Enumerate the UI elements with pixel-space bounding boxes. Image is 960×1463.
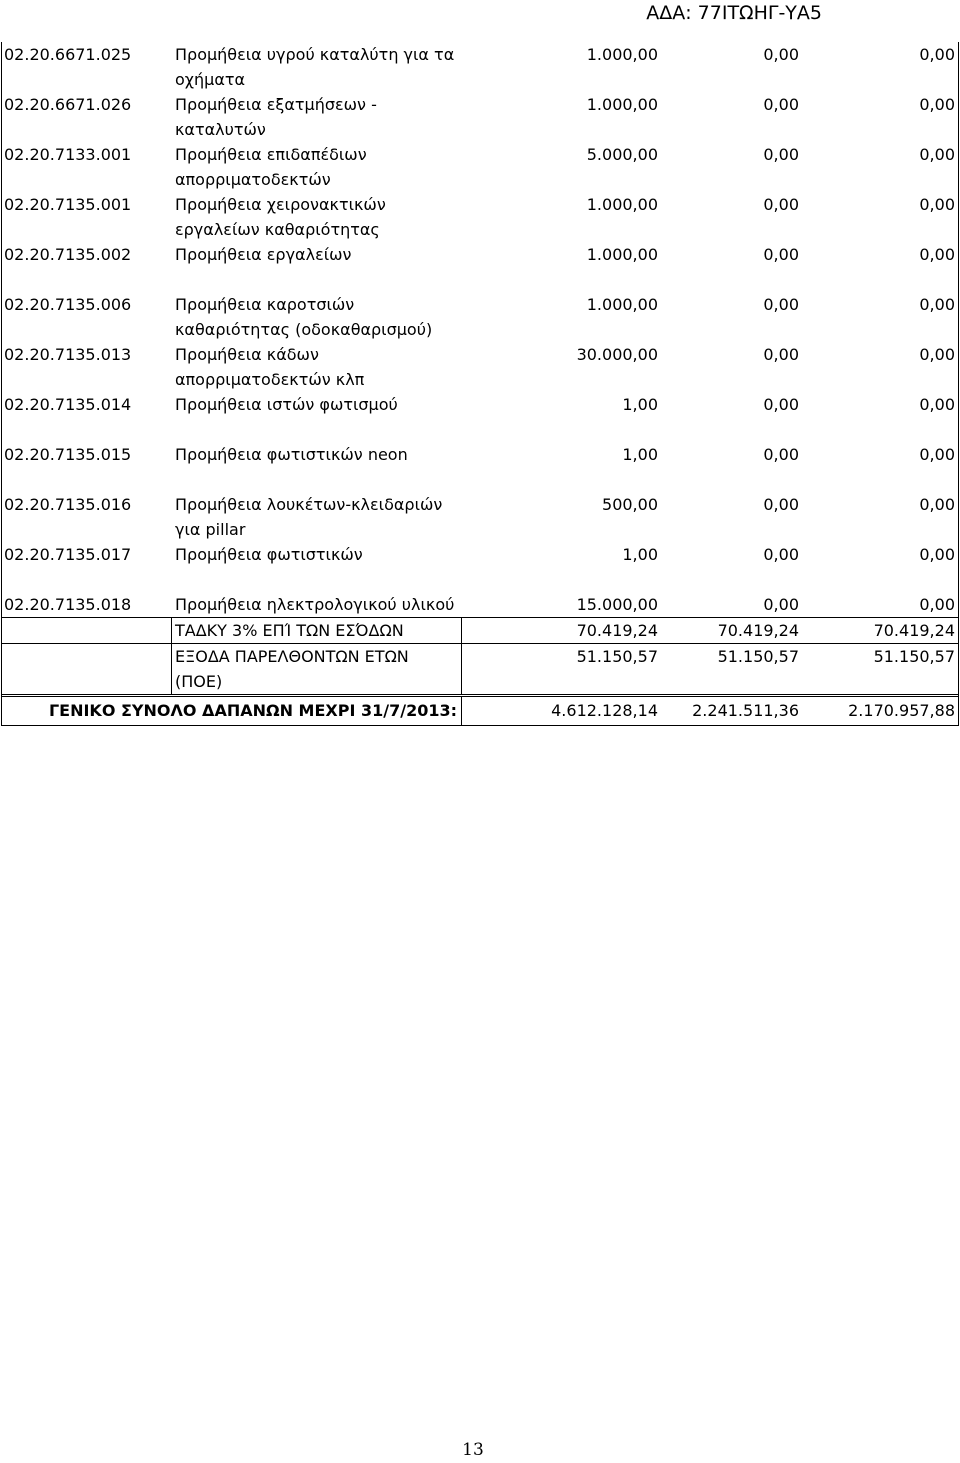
row-description: Προμήθεια κάδων απορριματοδεκτών κλπ [175, 345, 365, 389]
row-description: Προμήθεια φωτιστικών [175, 545, 363, 564]
row-description: Προμήθεια ιστών φωτισμού [175, 395, 398, 414]
page-number: 13 [462, 1440, 484, 1460]
table-row [2, 442, 958, 492]
row-value-1: 1.000,00 [586, 295, 658, 314]
row-value-1: 1.000,00 [586, 45, 658, 64]
row-description: ΕΞΟΔΑ ΠΑΡΕΛΘΟΝΤΩΝ ΕΤΩΝ (ΠΟΕ) [171, 644, 462, 694]
row-value-3: 70.419,24 [873, 621, 955, 640]
table-row [2, 242, 958, 292]
table-row [2, 617, 958, 643]
grand-total-value-1: 4.612.128,14 [551, 701, 658, 720]
row-description: Προμήθεια χειρονακτικών εργαλείων καθαριότητας [175, 195, 386, 239]
row-value-3: 0,00 [919, 445, 955, 464]
table-row [2, 42, 958, 92]
row-description: Προμήθεια καροτσιών καθαριότητας (οδοκαθαρισμού) [175, 295, 433, 339]
row-code: 02.20.7133.001 [4, 145, 132, 164]
row-description: Προμήθεια εργαλείων [175, 245, 352, 264]
row-value-1: 1.000,00 [586, 245, 658, 264]
row-value-3: 0,00 [919, 495, 955, 514]
row-value-2: 0,00 [763, 445, 799, 464]
row-value-3: 0,00 [919, 245, 955, 264]
row-value-1: 70.419,24 [576, 621, 658, 640]
row-code: 02.20.7135.006 [4, 295, 132, 314]
ada-code: ΑΔΑ: 77ΙΤΩΗΓ-ΥΑ5 [646, 2, 822, 24]
row-code [2, 618, 171, 643]
grand-total-row [2, 694, 958, 726]
row-value-2: 0,00 [763, 495, 799, 514]
row-description: Προμήθεια φωτιστικών neon [175, 445, 408, 464]
row-value-1: 1,00 [622, 545, 658, 564]
row-description: ΤΑΔΚΥ 3% ΕΠΊ ΤΩΝ ΕΣΌΔΩΝ [171, 618, 462, 643]
row-value-2: 0,00 [763, 295, 799, 314]
row-code: 02.20.7135.002 [4, 245, 132, 264]
row-value-3: 0,00 [919, 345, 955, 364]
row-value-1: 15.000,00 [576, 595, 658, 614]
row-value-2: 0,00 [763, 245, 799, 264]
row-value-3: 0,00 [919, 395, 955, 414]
row-value-1: 30.000,00 [576, 345, 658, 364]
row-value-1: 1,00 [622, 445, 658, 464]
row-code: 02.20.7135.018 [4, 595, 132, 614]
row-value-2: 70.419,24 [717, 621, 799, 640]
row-value-2: 0,00 [763, 45, 799, 64]
row-value-1: 1.000,00 [586, 95, 658, 114]
row-value-2: 0,00 [763, 95, 799, 114]
table-row [2, 643, 958, 694]
row-code: 02.20.7135.001 [4, 195, 132, 214]
table-row [2, 392, 958, 442]
table-row [2, 142, 958, 192]
grand-total-value-3: 2.170.957,88 [848, 701, 955, 720]
row-value-2: 0,00 [763, 545, 799, 564]
row-value-3: 0,00 [919, 595, 955, 614]
table-row [2, 492, 958, 542]
row-value-2: 0,00 [763, 195, 799, 214]
row-code: 02.20.7135.013 [4, 345, 132, 364]
row-value-3: 0,00 [919, 195, 955, 214]
table-row [2, 592, 958, 617]
row-description: Προμήθεια ηλεκτρολογικού υλικού [175, 595, 455, 614]
row-value-3: 0,00 [919, 545, 955, 564]
table-row [2, 292, 958, 342]
row-code: 02.20.7135.014 [4, 395, 132, 414]
row-description: Προμήθεια εξατμήσεων - καταλυτών [175, 95, 377, 139]
row-value-1: 1.000,00 [586, 195, 658, 214]
table-row [2, 542, 958, 592]
row-description: Προμήθεια επιδαπέδιων απορριματοδεκτών [175, 145, 367, 189]
row-value-2: 0,00 [763, 345, 799, 364]
budget-table [1, 42, 959, 726]
grand-total-label: ΓΕΝΙΚΟ ΣΥΝΟΛΟ ΔΑΠΑΝΩΝ ΜΕΧΡΙ 31/7/2013: [2, 697, 462, 725]
row-value-2: 0,00 [763, 145, 799, 164]
row-value-1: 51.150,57 [576, 647, 658, 666]
row-value-2: 0,00 [763, 595, 799, 614]
grand-total-value-2: 2.241.511,36 [692, 701, 799, 720]
row-value-2: 51.150,57 [717, 647, 799, 666]
row-value-1: 1,00 [622, 395, 658, 414]
table-row [2, 342, 958, 392]
row-code: 02.20.7135.015 [4, 445, 132, 464]
row-value-3: 0,00 [919, 295, 955, 314]
table-row [2, 92, 958, 142]
row-value-3: 0,00 [919, 95, 955, 114]
row-value-3: 0,00 [919, 45, 955, 64]
row-code: 02.20.7135.016 [4, 495, 132, 514]
row-code: 02.20.6671.026 [4, 95, 132, 114]
row-description: Προμήθεια υγρού καταλύτη για τα οχήματα [175, 45, 455, 89]
row-value-1: 500,00 [602, 495, 658, 514]
table-row [2, 192, 958, 242]
row-code: 02.20.7135.017 [4, 545, 132, 564]
row-value-2: 0,00 [763, 395, 799, 414]
row-value-1: 5.000,00 [586, 145, 658, 164]
row-code [2, 644, 171, 694]
row-value-3: 0,00 [919, 145, 955, 164]
row-value-3: 51.150,57 [873, 647, 955, 666]
row-description: Προμήθεια λουκέτων-κλειδαριών για pillar [175, 495, 443, 539]
row-code: 02.20.6671.025 [4, 45, 132, 64]
